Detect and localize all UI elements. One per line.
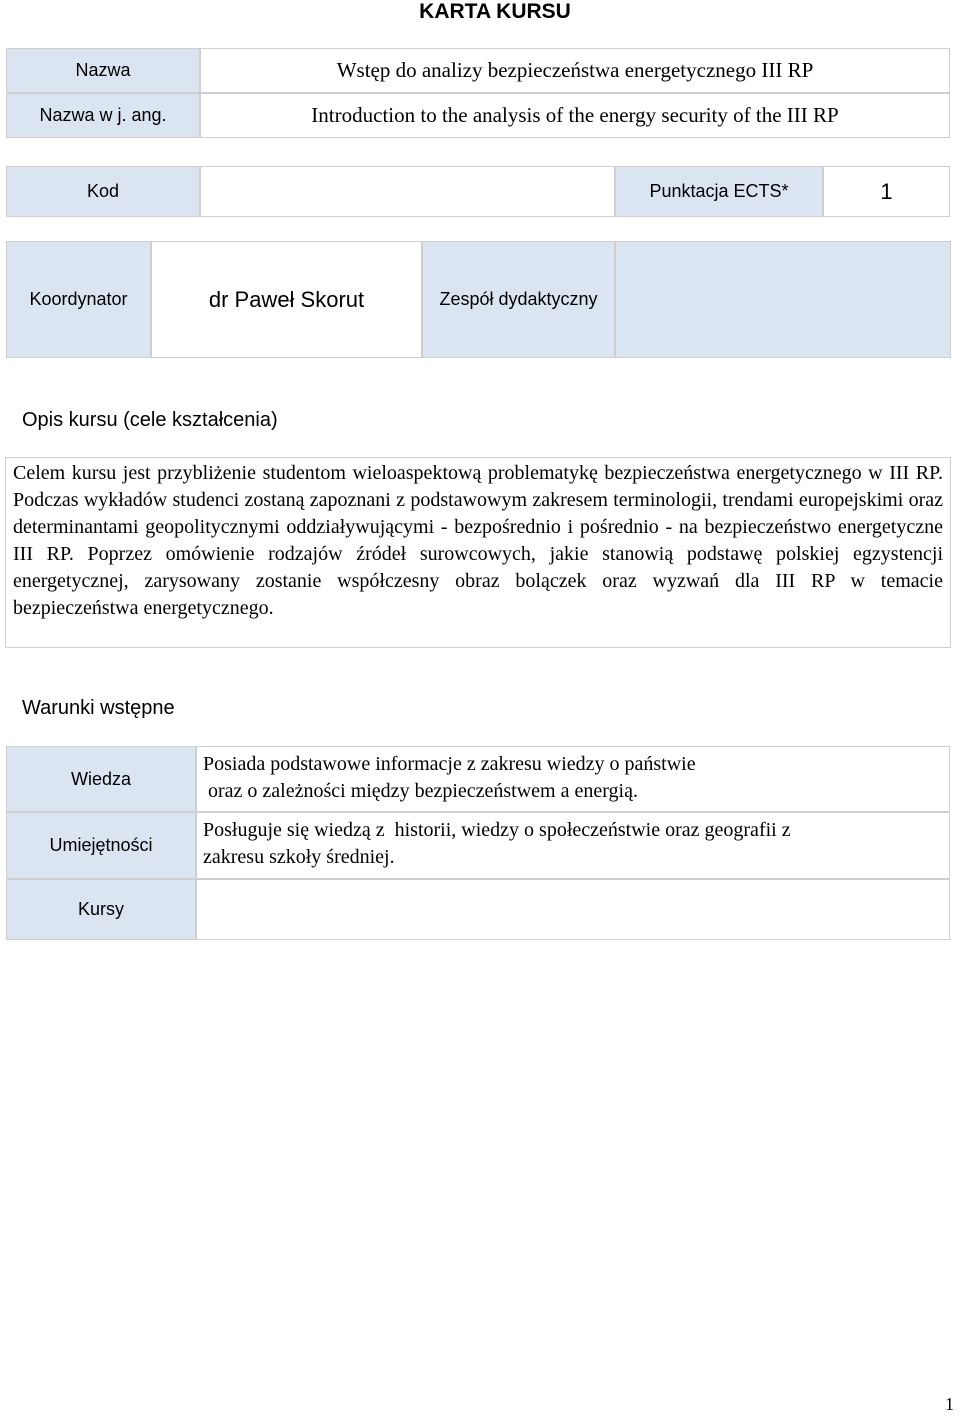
skills-label: Umiejętności — [49, 835, 153, 855]
course-name-en: Introduction to the analysis of the energy security of the III RP — [311, 103, 839, 127]
code-label-cell — [6, 166, 200, 217]
coordinator-value-cell — [151, 241, 422, 358]
name-label: Nazwa — [75, 60, 131, 80]
skills-line-2: zakresu szkoły średniej. — [203, 846, 395, 868]
ects-value: 1 — [880, 178, 893, 204]
coordinator-name: dr Paweł Skorut — [208, 286, 365, 312]
skills-line-1: Posługuje się wiedzą z historii, wiedzy o społeczeństwie oraz geografii z — [203, 819, 791, 841]
name-en-label-cell — [6, 93, 200, 138]
name-label-cell — [6, 48, 200, 93]
code-value-cell — [200, 166, 615, 217]
ects-label: Punktacja ECTS* — [649, 181, 789, 201]
description-heading: Opis kursu (cele kształcenia) — [22, 409, 278, 431]
skills-label-cell — [6, 812, 196, 879]
skills-value-cell — [196, 812, 950, 879]
knowledge-line-2: oraz o zależności między bezpieczeństwem a energią. — [203, 780, 638, 802]
courses-label: Kursy — [77, 899, 124, 919]
knowledge-label-cell — [6, 746, 196, 812]
knowledge-line-1: Posiada podstawowe informacje z zakresu wiedzy o państwie — [203, 753, 696, 775]
team-label-cell — [422, 241, 615, 358]
name-value-cell — [200, 48, 950, 93]
team-value-cell — [615, 241, 951, 358]
name-en-value-cell — [200, 93, 950, 138]
name-en-label: Nazwa w j. ang. — [39, 105, 167, 125]
team-label: Zespół dydaktyczny — [439, 289, 598, 309]
description-text: Celem kursu jest przybliżenie studentom wieloaspektową problematykę bezpieczeństwa energetycznego w III RP. Podczas wykładów studenci zostaną zapoznani z podstawowym zakresem terminologii, trendami europejskimi oraz determinantami geopolitycznymi oddziaływującymi - bezpośrednio i pośrednio - na bezpieczeństwo energetyczne III RP. Poprzez omówienie rodzajów źródeł surowcowych, jakie stanowią podstawę polskiej egzystencji energetycznej, zarysowany zostanie współczesny obraz bolączek oraz wyzwań dla III RP w temacie bezpieczeństwa energetycznego. — [13, 462, 943, 619]
coordinator-label: Koordynator — [29, 289, 128, 309]
course-name: Wstęp do analizy bezpieczeństwa energetycznego III RP — [336, 58, 814, 82]
ects-value-cell — [823, 166, 950, 217]
coordinator-label-cell — [6, 241, 151, 358]
courses-value-cell — [196, 879, 950, 940]
code-label: Kod — [86, 181, 120, 201]
knowledge-value-cell — [196, 746, 950, 812]
page-title: KARTA KURSU — [419, 0, 571, 23]
ects-label-cell — [615, 166, 823, 217]
description-box — [5, 457, 951, 648]
page-number: 1 — [945, 1394, 954, 1414]
knowledge-label: Wiedza — [70, 768, 132, 789]
courses-label-cell — [6, 879, 196, 940]
prerequisites-heading: Warunki wstępne — [22, 697, 175, 719]
